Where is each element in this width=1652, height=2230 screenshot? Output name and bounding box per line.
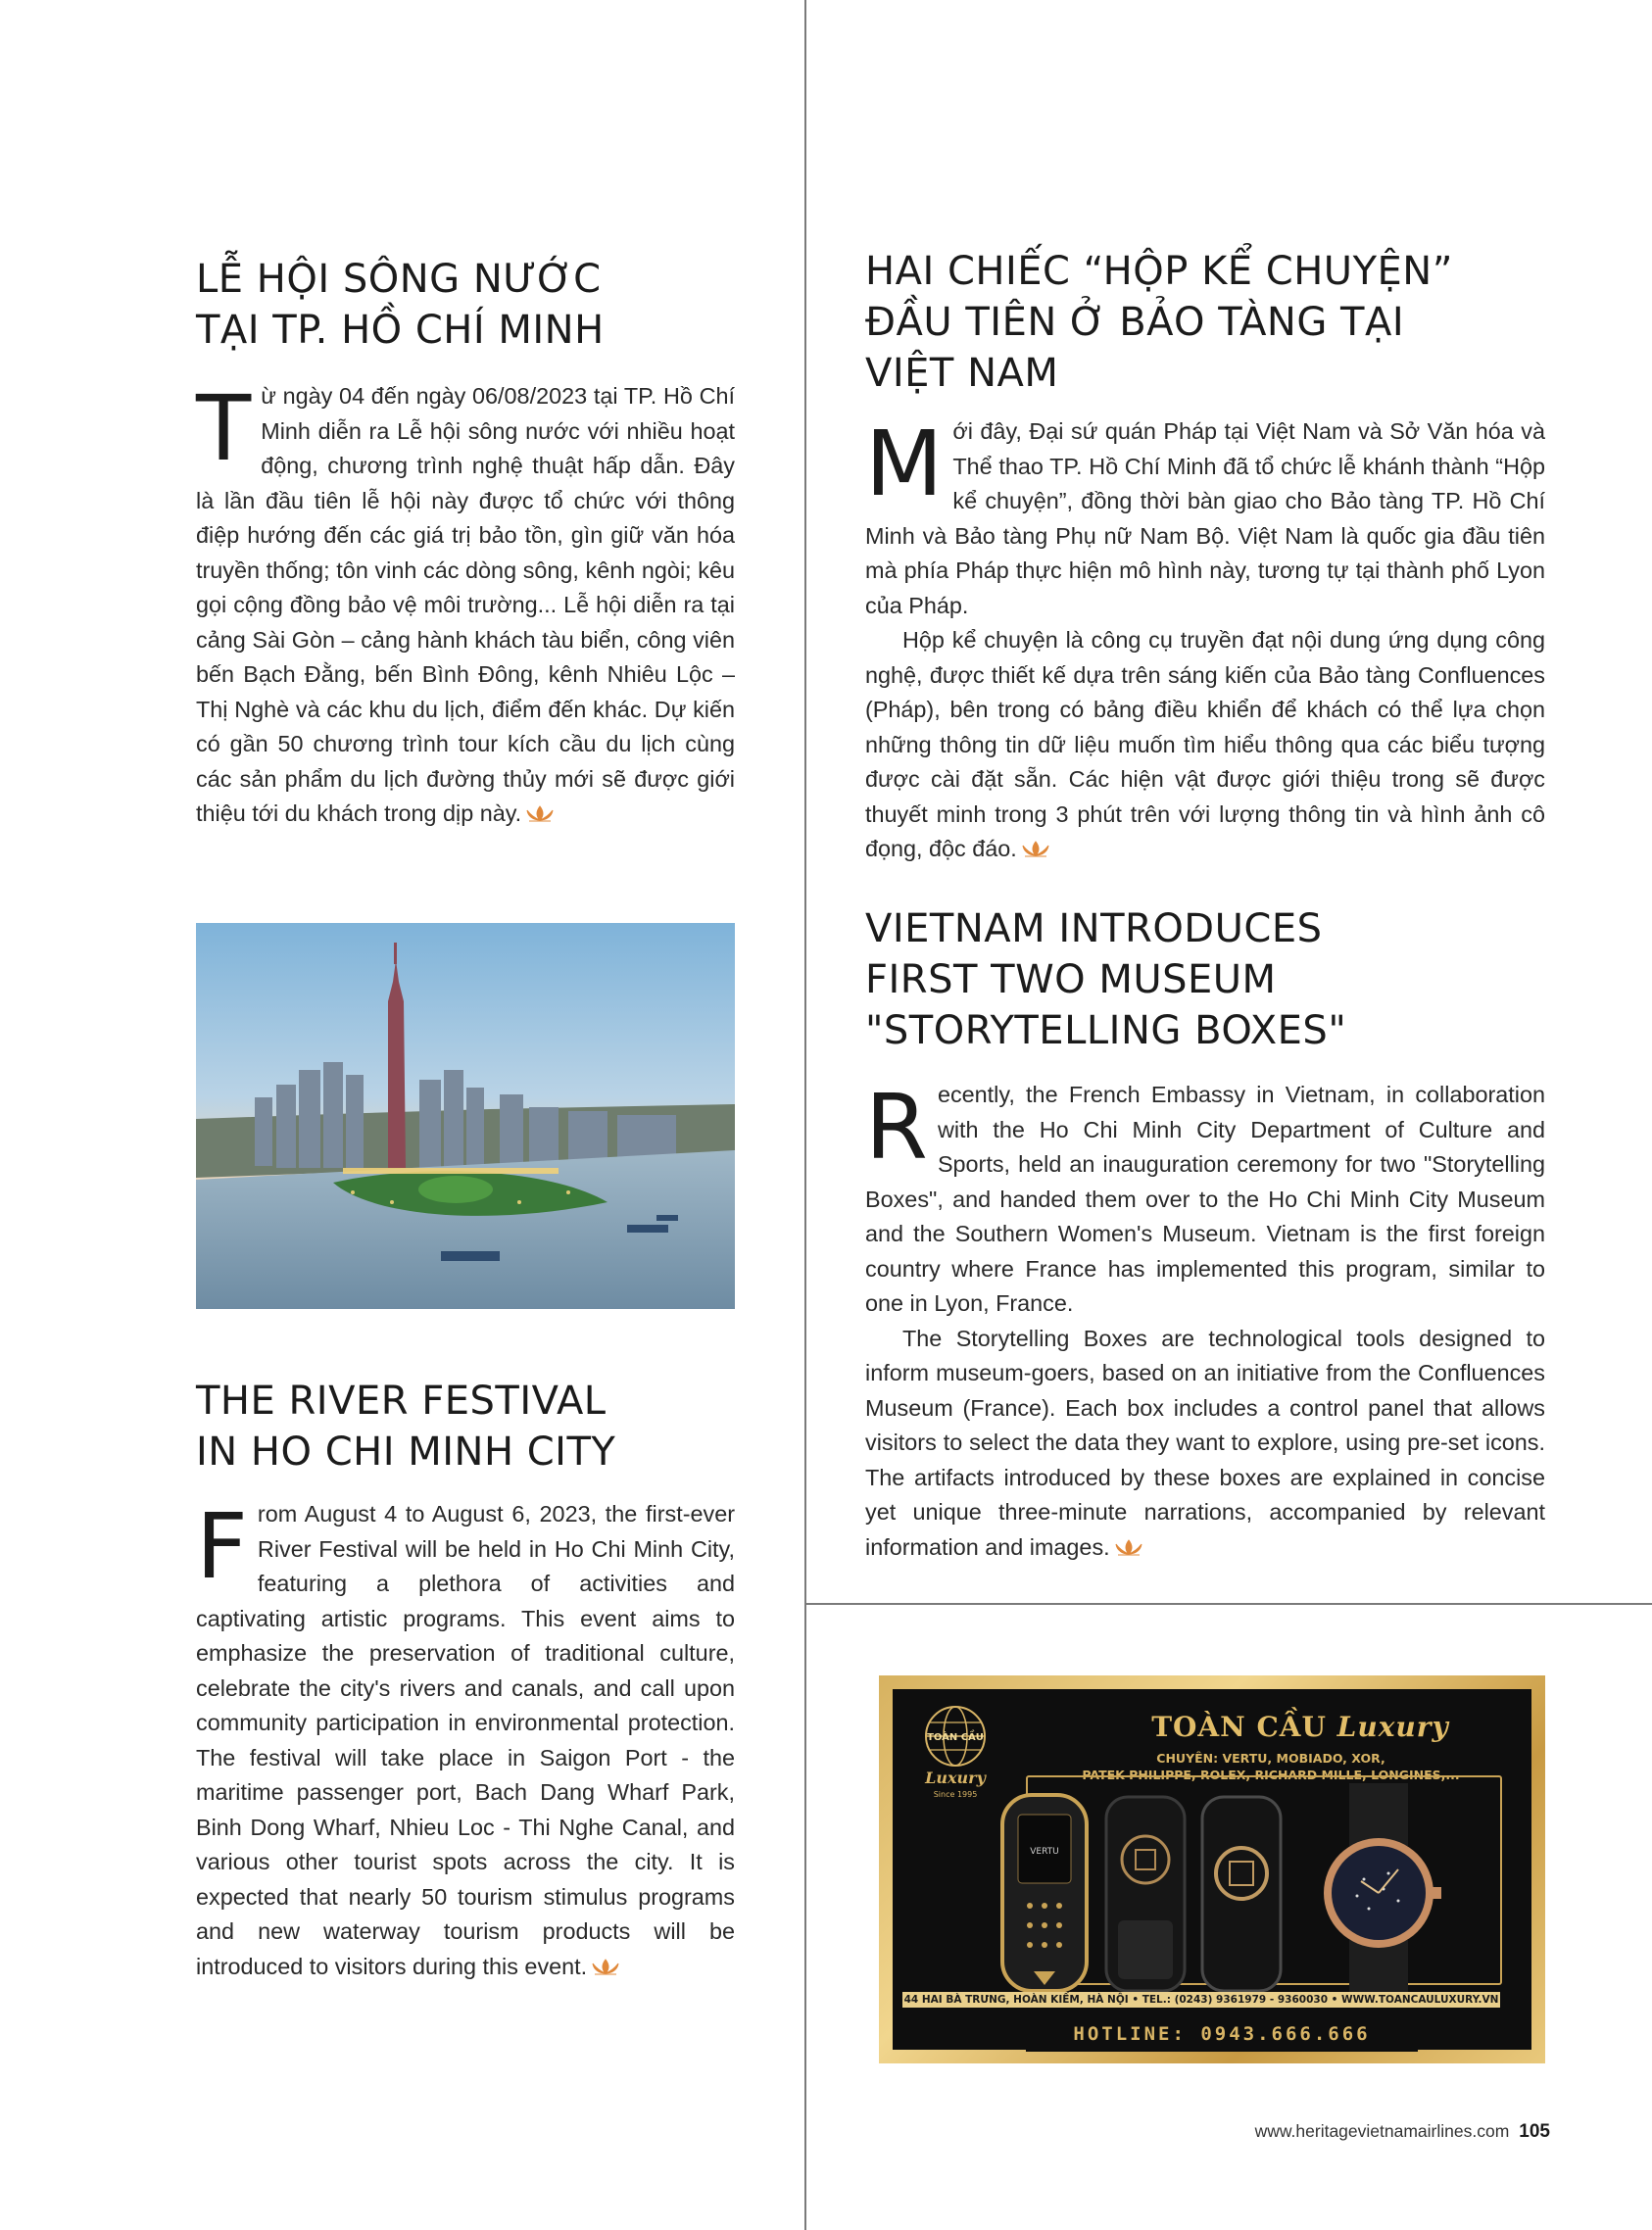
- logo-script-text: Luxury: [925, 1769, 986, 1787]
- page-footer: [1255, 2121, 1550, 2143]
- vn-river-festival-body: [196, 376, 735, 832]
- column-divider: [804, 0, 806, 2230]
- en-river-festival-body: [196, 1494, 735, 1984]
- lotus-icon: [589, 1959, 622, 1976]
- en-storytelling-box-p1: ecently, the French Embassy in Vietnam, in collaboration with the Ho Chi Minh City Department of Culture and Sports, held an inauguration ceremony for two "Storytelling Boxes", and handed them over to the Ho Chi Minh City Museum and the Southern Women's Museum. Vietnam is the first foreign country where France has implemented this program, similar to one in Lyon, France.: [865, 1082, 1545, 1316]
- lotus-icon: [1019, 841, 1052, 858]
- lotus-icon: [523, 805, 557, 823]
- dropcap-m: M: [865, 412, 944, 516]
- lotus-icon: [1112, 1539, 1145, 1557]
- dropcap-r: R: [865, 1075, 928, 1180]
- ad-brands-line-2: PATEK PHILIPPE, ROLEX, RICHARD MILLE, LONGINES,...: [1082, 1768, 1460, 1782]
- ad-brand-name: TOÀN CẦU Luxury: [1151, 1711, 1449, 1743]
- toan-cau-luxury-ad[interactable]: [879, 1675, 1545, 2063]
- logo-top-text: TOÀN CẦU: [927, 1732, 984, 1743]
- website-link[interactable]: www.heritagevietnamairlines.com: [1254, 2121, 1510, 2141]
- luxury-products-image: [996, 1783, 1526, 1999]
- dropcap-f: F: [196, 1494, 248, 1599]
- vn-storytelling-box-title: HAI CHIẾC “HỘP KỂ CHUYỆN” ĐẦU TIÊN Ở BẢO TÀNG TẠI VIỆT NAM: [865, 249, 1453, 396]
- vn-storytelling-box-p2: Hộp kể chuyện là công cụ truyền đạt nội dung ứng dụng công nghệ, được thiết kế dựa trên sáng kiến của Bảo tàng Confluences (Pháp), bên trong có bảng điều khiển để khách có thể lựa chọn những thông tin dữ liệu muốn tìm hiểu thông qua các biểu tượng được cài đặt sẵn. Các hiện vật được giới thiệu trong sẽ được thuyết minh trong 3 phút trên với lượng thông tin và hình ảnh cô đọng, độc đáo.: [865, 627, 1545, 861]
- page-number: 105: [1519, 2121, 1550, 2142]
- globe-logo-icon: [906, 1695, 1004, 1803]
- en-storytelling-box-body: [865, 1075, 1545, 1565]
- en-river-festival-text: rom August 4 to August 6, 2023, the first-ever River Festival will be held in Ho Chi Minh City, featuring a plethora of activities and captivating artistic programs. This event aims to emphasize the preservation of traditional culture, celebrate the city's rivers and canals, and call upon community participation in environmental protection. The festival will take place in Saigon Port - the maritime passenger port, Bach Dang Wharf Park, Binh Dong Wharf, Nhieu Loc - Thi Nghe Canal, and various other tourist spots across the city. It is expected that nearly 50 tourism stimulus programs and new waterway tourism products will be introduced to visitors during this event.: [196, 1501, 735, 1979]
- ad-address: 44 HAI BÀ TRƯNG, HOÀN KIẾM, HÀ NỘI • TEL.: (0243) 9361979 - 9360030 • WWW.TOANCAULUXURY.VN: [903, 1994, 1499, 2006]
- en-river-festival-title: THE RIVER FESTIVAL IN HO CHI MINH CITY: [196, 1379, 616, 1475]
- logo-since-text: Since 1995: [933, 1790, 978, 1799]
- vn-storytelling-box-body: [865, 414, 1545, 867]
- vn-river-festival-title: LỄ HỘI SÔNG NƯỚC TẠI TP. HỒ CHÍ MINH: [196, 257, 605, 353]
- vn-storytelling-box-p1: ới đây, Đại sứ quán Pháp tại Việt Nam và Sở Văn hóa và Thể thao TP. Hồ Chí Minh đã tổ chức lễ khánh thành “Hộp kể chuyện”, đồng thời bàn giao cho Bảo tàng TP. Hồ Chí Minh và Bảo tàng Phụ nữ Nam Bộ. Việt Nam là quốc gia đầu tiên mà phía Pháp thực hiện mô hình này, tương tự tại thành phố Lyon của Pháp.: [865, 418, 1545, 618]
- phone-brand-text: VERTU: [1030, 1847, 1059, 1857]
- ad-brands-line-1: CHUYÊN: VERTU, MOBIADO, XOR,: [1156, 1751, 1385, 1766]
- vn-river-festival-text: ừ ngày 04 đến ngày 06/08/2023 tại TP. Hồ Chí Minh diễn ra Lễ hội sông nước với nhiều hoạt động, chương trình nghệ thuật hấp dẫn. Đây là lần đầu tiên lễ hội này được tổ chức với thông điệp hướng đến các giá trị bảo tồn, gìn giữ văn hóa truyền thống; tôn vinh các dòng sông, kênh ngòi; kêu gọi cộng đồng bảo vệ môi trường... Lễ hội diễn ra tại cảng Sài Gòn – cảng hành khách tàu biển, công viên bến Bạch Đằng, bến Bình Đông, kênh Nhiêu Lộc – Thị Nghè và các khu du lịch, điểm đến khác. Dự kiến có gần 50 chương trình tour kích cầu du lịch cùng các sản phẩm du lịch đường thủy mới sẽ được giới thiệu tới du khách trong dịp này.: [196, 383, 735, 826]
- ad-hotline[interactable]: HOTLINE: 0943.666.666: [1026, 2016, 1418, 2052]
- en-storytelling-box-title: VIETNAM INTRODUCES FIRST TWO MUSEUM "STORYTELLING BOXES": [865, 906, 1347, 1053]
- dropcap-t: T: [196, 376, 252, 481]
- hcmc-skyline-photo: [196, 923, 735, 1309]
- ad-divider: [806, 1603, 1652, 1605]
- en-storytelling-box-p2: The Storytelling Boxes are technological tools designed to inform museum-goers, based on an initiative from the Confluences Museum (France). Each box includes a control panel that allows visitors to select the data they want to explore, using pre-set icons. The artifacts introduced by these boxes are explained in concise yet unique three-minute narrations, accompanied by relevant information and images.: [865, 1325, 1545, 1560]
